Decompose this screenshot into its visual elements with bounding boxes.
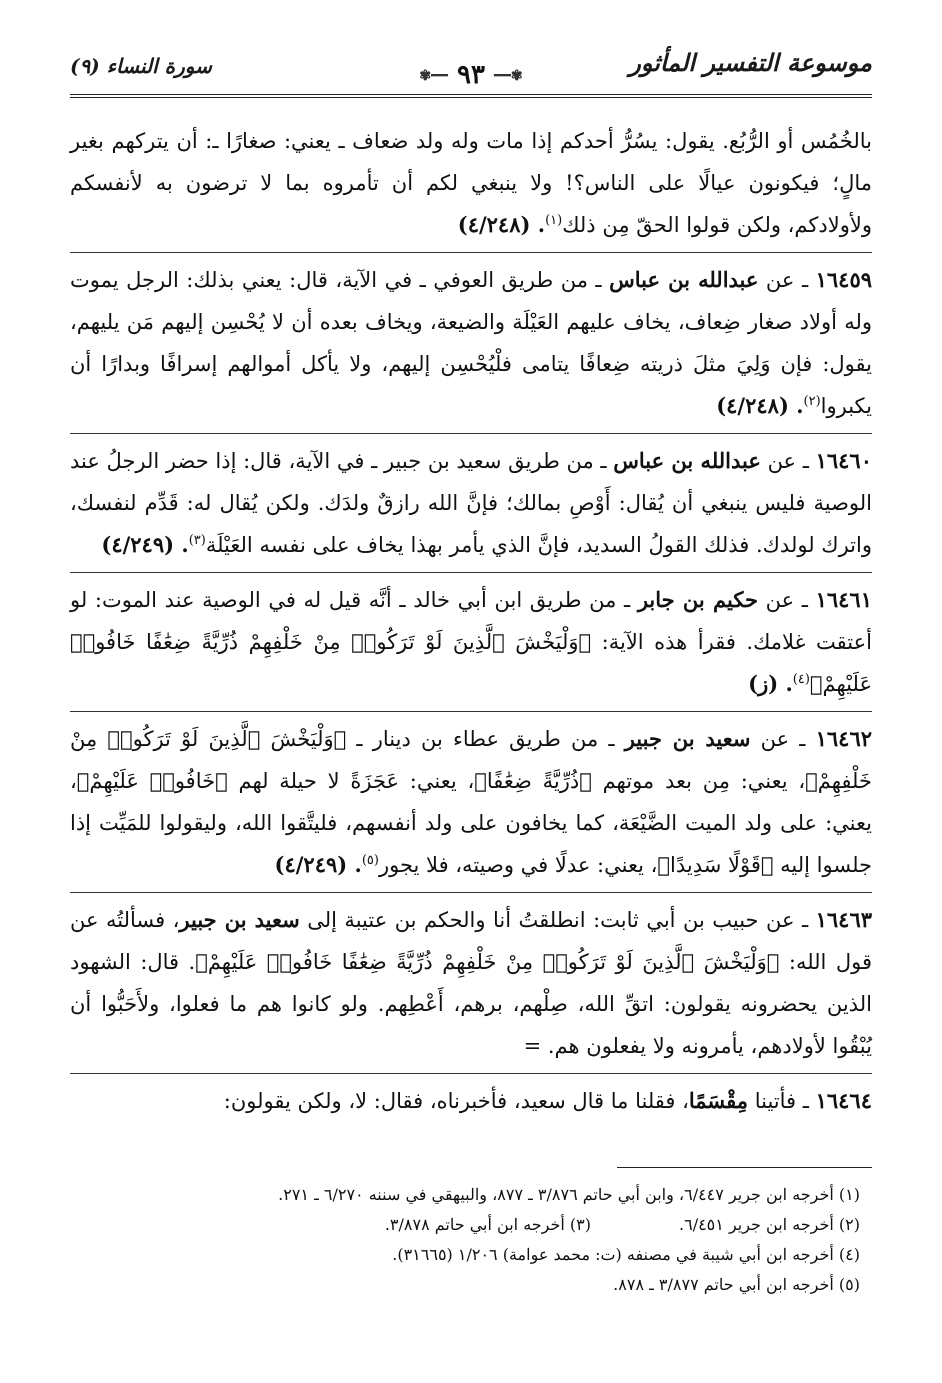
- ornament-icon: ✾━━: [494, 68, 523, 84]
- entry-prefix: ـ عن: [760, 449, 816, 473]
- narrator-name: عبدالله بن عباس: [613, 448, 761, 473]
- entry-prefix: ـ عن حبيب بن أبي ثابت: انطلقتُ أنا والحكم بن عتيبة إلى: [299, 908, 816, 932]
- hadith-entry: [70, 899, 872, 1067]
- ornament-icon: ━━✾: [419, 68, 448, 84]
- volume-reference: . (٤/٢٤٨): [457, 212, 546, 237]
- narrator-name: مِقْسَمًا: [688, 1088, 749, 1113]
- entry-number: ١٦٤٦٣: [815, 907, 873, 932]
- hadith-entry: [70, 718, 872, 886]
- footnote-marker: (٤): [792, 672, 810, 687]
- footnote-row: [100, 1210, 860, 1240]
- footnote: (٥) أخرجه ابن أبي حاتم ٣/٨٧٧ ـ ٨٧٨.: [613, 1275, 860, 1294]
- paragraph-text: ـ من طريق ابن أبي خالد ـ أنَّه قيل له في الوصية عند الموت: لو أعتقت غلامك. فقرأ هذه الآية: ﴿وَلْيَخْشَ ٱلَّذِينَ لَوْ تَرَكُوا۟ مِنْ خَلْفِهِمْ ذُرِّيَّةً ضِعَٰفًا خَافُوا۟ عَلَيْهِمْ﴾: [70, 588, 872, 696]
- entry-number: ١٦٤٦٤: [815, 1088, 872, 1113]
- separator-rule: [70, 1073, 872, 1074]
- separator-rule: [70, 252, 872, 253]
- hadith-entry: [70, 440, 872, 566]
- hadith-entry: [70, 579, 872, 705]
- entry-prefix: ـ عن: [758, 268, 816, 292]
- entry-number: ١٦٤٦٠: [815, 448, 872, 473]
- separator-rule: [70, 433, 872, 434]
- series-title: موسوعة التفسير المأثور: [629, 48, 872, 77]
- volume-reference: . (ز): [748, 671, 793, 696]
- entry-prefix: ـ عن: [757, 588, 816, 612]
- entry-number: ١٦٤٥٩: [815, 267, 873, 292]
- footnote-marker: (٢): [803, 394, 821, 409]
- separator-rule: [70, 572, 872, 573]
- entry-prefix: ـ فأتينا: [748, 1089, 816, 1113]
- narrator-name: سعيد بن جبير: [624, 726, 751, 751]
- paragraph-text: ـ من طريق عطاء بن دينار ـ ﴿وَلْيَخْشَ ٱلَّذِينَ لَوْ تَرَكُوا۟ مِنْ خَلْفِهِمْ﴾، يعني: مِن بعد موتهم ﴿ذُرِّيَّةً ضِعَٰفًا﴾، يعني: عَجَزَةً لا حيلة لهم ﴿خَافُوا۟ عَلَيْهِمْ﴾، يعني: على ولد الميت الضَّيْعَة، كما يخافون على ولد أنفسهم، فليتَّقوا الله، وليقولوا للمَيِّت إذا جلسوا إليه ﴿قَوْلًا سَدِيدًا﴾، يعني: عدلًا في وصيته، فلا يجور: [70, 727, 872, 877]
- narrator-name: عبدالله بن عباس: [609, 267, 759, 292]
- footnote: (٣) أخرجه ابن أبي حاتم ٣/٨٧٨.: [384, 1215, 591, 1234]
- footnote-marker: (٥): [361, 853, 379, 868]
- paragraph-text: ، فقلنا ما قال سعيد، فأخبرناه، فقال: لا، ولكن يقولون:: [223, 1089, 689, 1113]
- paragraph-continuation: [70, 120, 872, 246]
- separator-rule: [70, 892, 872, 893]
- footnotes: [100, 1180, 860, 1300]
- volume-reference: . (٤/٢٤٩): [274, 852, 362, 877]
- footnote: (٤) أخرجه ابن أبي شيبة في مصنفه (ت: محمد عوامة) ١/٢٠٦ (٣١٦٦٥).: [392, 1245, 860, 1264]
- separator-rule: [70, 711, 872, 712]
- page-number-block: [413, 60, 528, 90]
- footnote-marker: (١): [545, 213, 563, 228]
- paragraph-text: بالخُمُس أو الرُّبُع. يقول: يسُرُّ أحدكم إذا مات وله ولد ضعاف ـ يعني: صغارًا ـ: أن يتركهم بغير مالٍ؛ فيكونون عيالًا على الناس؟! ولا ينبغي لكم أن تأمروه بما لا ترضون به لأنفسكم ولأولادكم، ولكن قولوا الحقّ مِن ذلك: [70, 129, 872, 237]
- narrator-name: حكيم بن جابر: [637, 587, 758, 612]
- hadith-entry: [70, 1080, 872, 1122]
- entry-number: ١٦٤٦١: [815, 587, 872, 612]
- paragraph-text: ـ من طريق سعيد بن جبير ـ في الآية، قال: إذا حضر الرجلُ عند الوصية فليس ينبغي أن يُقال: أَوْصِ بمالك؛ فإنَّ الله رازقٌ ولدَك. ولكن يُقال له: قَدِّم لنفسك، واترك لولدك. فذلك القولُ السديد، فإنَّ الذي يأمر بهذا يخاف على نفسه العَيْلَة: [69, 449, 872, 557]
- header-rule: [70, 94, 872, 98]
- entry-prefix: ـ عن: [750, 727, 816, 751]
- footnote: (١) أخرجه ابن جرير ٦/٤٤٧، وابن أبي حاتم ٣/٨٧٦ ـ ٨٧٧، والبيهقي في سننه ٦/٢٧٠ ـ ٢٧١.: [278, 1185, 860, 1204]
- footnote-rule: [617, 1167, 872, 1168]
- footnote-marker: (٣): [188, 533, 206, 548]
- main-text: [70, 120, 872, 1122]
- entry-number: ١٦٤٦٢: [815, 726, 873, 751]
- page-header: [70, 48, 872, 98]
- volume-reference: . (٤/٢٤٩): [101, 532, 189, 557]
- narrator-name: سعيد بن جبير: [179, 907, 300, 932]
- page-number: ٩٣: [457, 60, 485, 90]
- volume-reference: . (٤/٢٤٨): [716, 393, 804, 418]
- surah-title: سورة النساء (٩): [70, 54, 212, 78]
- paragraph-text: ـ من طريق العوفي ـ في الآية، قال: يعني بذلك: الرجل يموت وله أولاد صغار ضِعاف، يخاف عليهم العَيْلَة والضيعة، ويخاف بعده أن لا يُحْسِن إليهم مَن يليهم، يقول: فإن وَلِيَ مثلَ ذريته ضِعافًا يتامى فلْيُحْسِن إليهم، ولا يأكل أموالهم إسرافًا وبدارًا أن يكبروا: [70, 268, 872, 418]
- footnote: (٢) أخرجه ابن جرير ٦/٤٥١.: [679, 1215, 860, 1234]
- paragraph-text: ، فسألتُه عن قول الله: ﴿وَلْيَخْشَ ٱلَّذِينَ لَوْ تَرَكُوا۟ مِنْ خَلْفِهِمْ ذُرِّيَّةً ضِعَٰفًا خَافُوا۟ عَلَيْهِمْ﴾. قال: الشهود الذين يحضرونه يقولون: اتقِّ الله، صِلْهم، برهم، أَعْطِهم. ولو كانوا هم ما فعلوا، ولأَحَبُّوا أن يُبْقُوا لأولادهم، يأمرونه ولا يفعلون هم. =: [70, 908, 872, 1058]
- hadith-entry: [70, 259, 872, 427]
